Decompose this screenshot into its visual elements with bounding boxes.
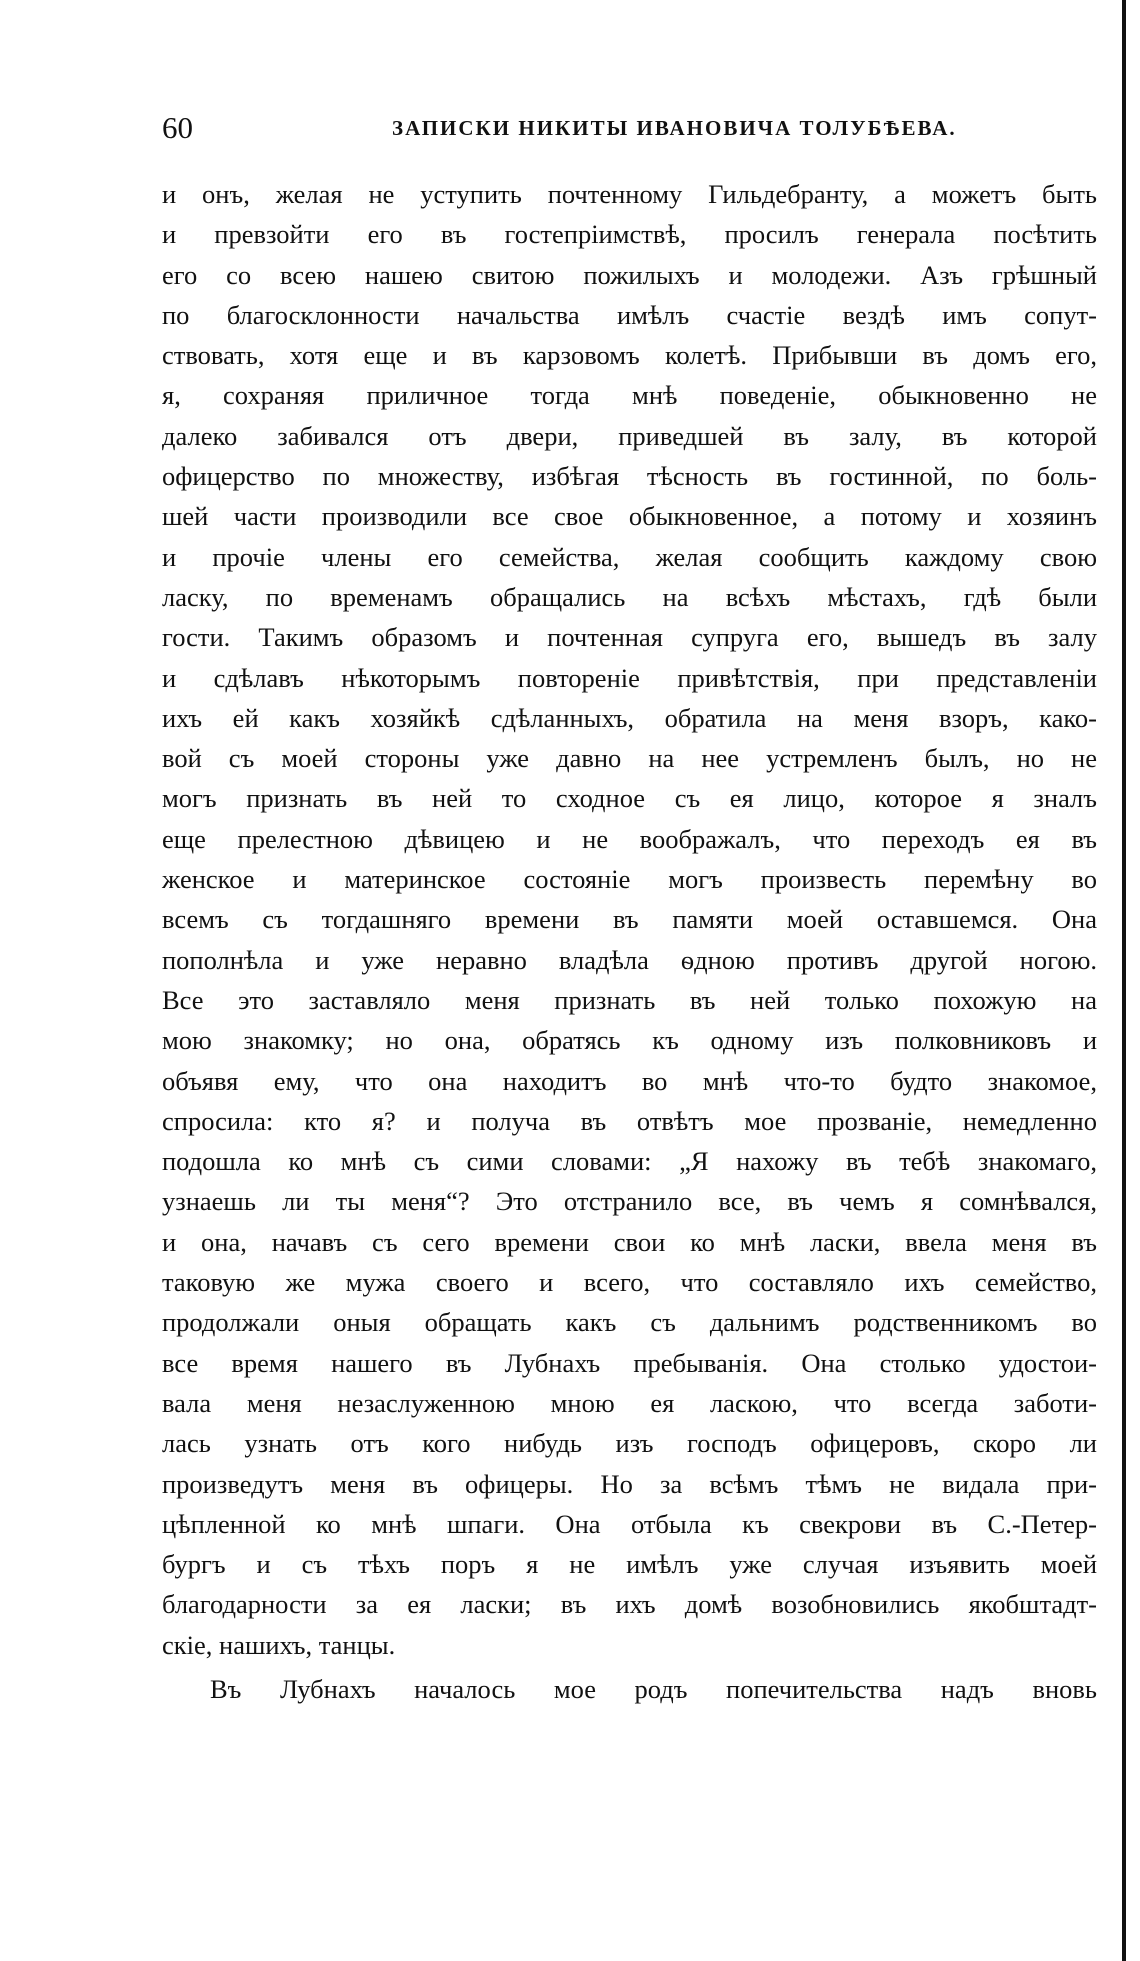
- text-line: лась узнать отъ кого нибудь изъ господъ офицеровъ, скоро ли: [162, 1428, 1097, 1459]
- text-line: вой съ моей стороны уже давно на нее устремленъ былъ, но не: [162, 743, 1097, 774]
- text-line: и сдѣлавъ нѣкоторымъ повтореніе привѣтствія, при представленіи: [162, 662, 1097, 693]
- text-line: шей части производили все свое обыкновенное, а потому и хозяинъ: [162, 501, 1097, 532]
- text-line: вала меня незаслуженною мною ея ласкою, что всегда заботи-: [162, 1387, 1097, 1418]
- text-line: бургъ и съ тѣхъ поръ я не имѣлъ уже случая изъявить моей: [162, 1549, 1097, 1580]
- text-line: и она, начавъ съ сего времени свои ко мнѣ ласки, ввела меня въ: [162, 1226, 1097, 1257]
- text-line: и превзойти его въ гостепріимствѣ, просилъ генерала посѣтить: [162, 219, 1097, 250]
- text-line: скіе, нашихъ, танцы.: [162, 1629, 396, 1660]
- running-head: [162, 110, 1097, 160]
- text-line: произведутъ меня въ офицеры. Но за всѣмъ тѣмъ не видала при-: [162, 1468, 1097, 1499]
- text-line: Въ Лубнахъ началось мое родъ попечительства надъ вновь: [210, 1673, 1097, 1704]
- text-line: спросила: кто я? и получа въ отвѣтъ мое прозваніе, немедленно: [162, 1105, 1097, 1136]
- text-line: гости. Такимъ образомъ и почтенная супруга его, вышедъ въ залу: [162, 622, 1097, 653]
- text-line: узнаешь ли ты меня“? Это отстранило все, въ чемъ я сомнѣвался,: [162, 1186, 1097, 1217]
- text-line: офицерство по множеству, избѣгая тѣсность въ гостинной, по боль-: [162, 461, 1097, 492]
- book-page: [162, 110, 1097, 1709]
- text-line: продолжали оныя обращать какъ съ дальнимъ родственникомъ во: [162, 1307, 1097, 1338]
- text-line: далеко забивался отъ двери, приведшей въ залу, въ которой: [162, 420, 1097, 451]
- page-number: 60: [162, 110, 193, 145]
- text-line: всемъ съ тогдашняго времени въ памяти моей оставшемся. Она: [162, 904, 1097, 935]
- paragraph: [162, 174, 1097, 1665]
- running-head-title: ЗАПИСКИ НИКИТЫ ИВАНОВИЧА ТОЛУБѢЕВА.: [392, 116, 957, 140]
- text-line: ствовать, хотя еще и въ карзовомъ колетѣ. Прибывши въ домъ его,: [162, 340, 1097, 371]
- text-line: цѣпленной ко мнѣ шпаги. Она отбыла къ свекрови въ С.-Петер-: [162, 1508, 1097, 1539]
- text-line: женское и материнское состояніе могъ произвесть перемѣну во: [162, 864, 1097, 895]
- text-line: благодарности за ея ласки; въ ихъ домѣ возобновились якобштадт-: [162, 1589, 1097, 1620]
- paragraph: [162, 1669, 1097, 1709]
- text-line: его со всею нашею свитою пожилыхъ и молодежи. Азъ грѣшный: [162, 259, 1097, 290]
- text-line: я, сохраняя приличное тогда мнѣ поведеніе, обыкновенно не: [162, 380, 1097, 411]
- text-line: Все это заставляло меня признать въ ней только похожую на: [162, 984, 1097, 1015]
- body-text: [162, 174, 1097, 1709]
- text-line: и прочіе члены его семейства, желая сообщить каждому свою: [162, 541, 1097, 572]
- text-line: ласку, по временамъ обращались на всѣхъ мѣстахъ, гдѣ были: [162, 581, 1097, 612]
- text-line: по благосклонности начальства имѣлъ счастіе вездѣ имъ сопут-: [162, 299, 1097, 330]
- text-line: пополнѣла и уже неравно владѣла ѳдною противъ другой ногою.: [162, 944, 1097, 975]
- text-line: мою знакомку; но она, обратясь къ одному изъ полковниковъ и: [162, 1025, 1097, 1056]
- text-line: могъ признать въ ней то сходное съ ея лицо, которое я зналъ: [162, 783, 1097, 814]
- text-line: еще прелестною дѣвицею и не воображалъ, что переходъ ея въ: [162, 823, 1097, 854]
- text-line: все время нашего въ Лубнахъ пребыванія. Она столько удостои-: [162, 1347, 1097, 1378]
- page-binding-edge: [1122, 0, 1126, 1961]
- text-line: таковую же мужа своего и всего, что составляло ихъ семейство,: [162, 1267, 1097, 1298]
- text-line: объявя ему, что она находитъ во мнѣ что-то будто знакомое,: [162, 1065, 1097, 1096]
- text-line: и онъ, желая не уступить почтенному Гильдебранту, а можетъ быть: [162, 179, 1097, 209]
- text-line: подошла ко мнѣ съ сими словами: „Я нахожу въ тебѣ знакомаго,: [162, 1146, 1097, 1177]
- text-line: ихъ ей какъ хозяйкѣ сдѣланныхъ, обратила на меня взоръ, како-: [162, 702, 1097, 733]
